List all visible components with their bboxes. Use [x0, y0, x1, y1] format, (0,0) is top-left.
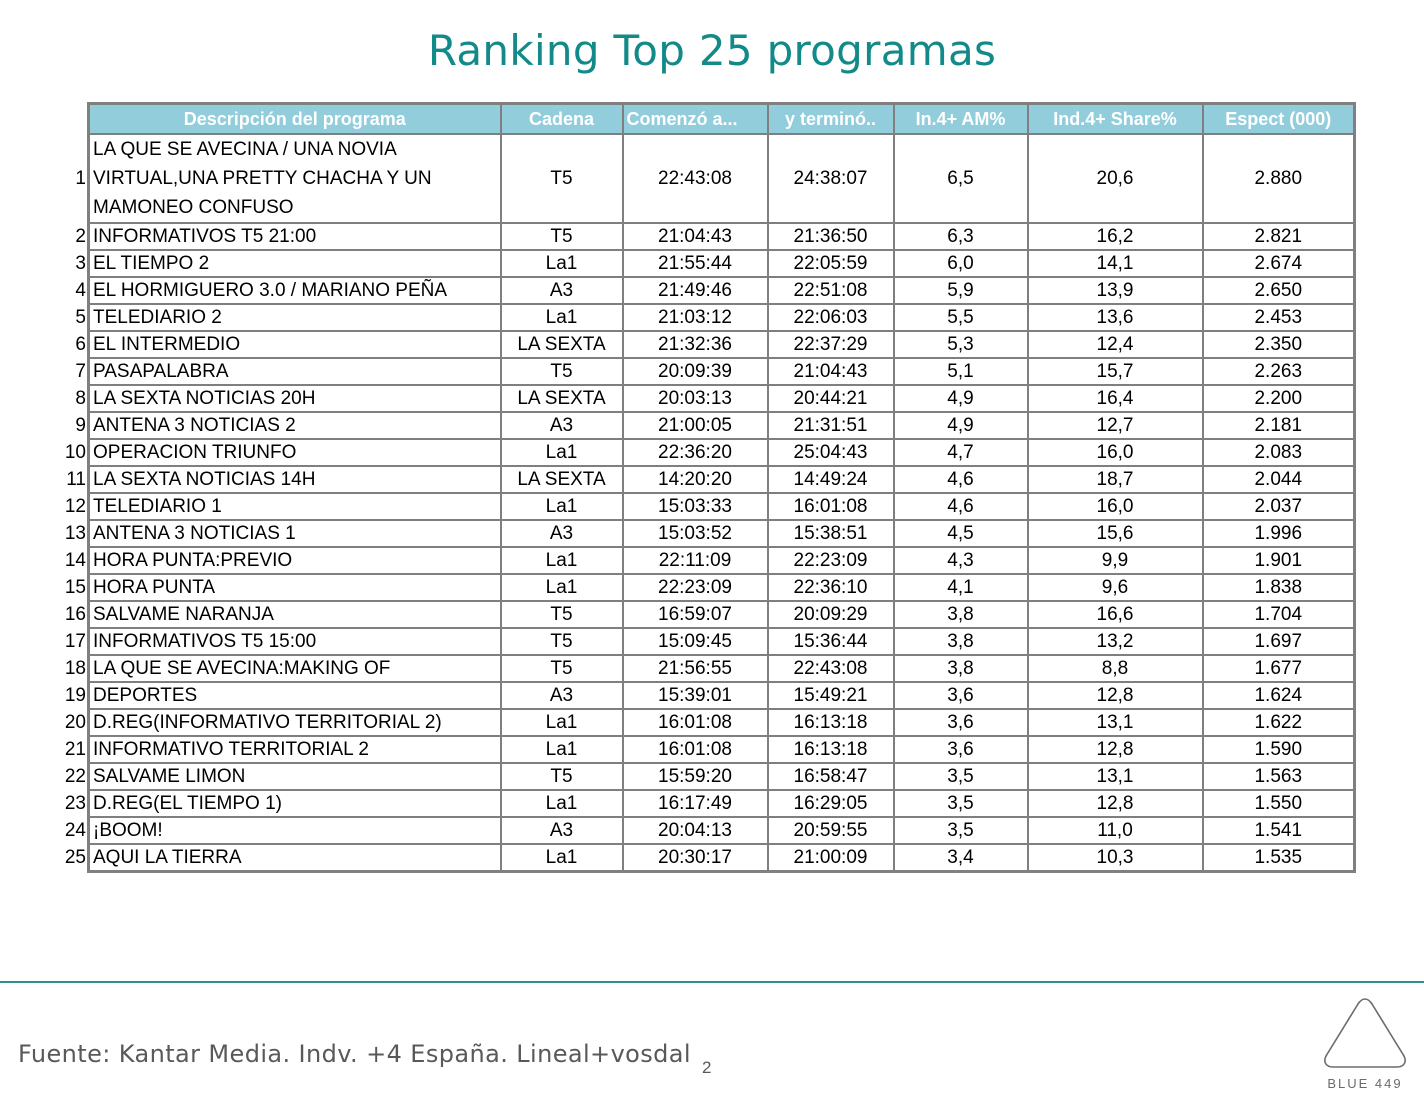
cell-am: 3,5: [894, 763, 1028, 790]
cell-espect: 1.697: [1203, 628, 1355, 655]
header-termino: y terminó..: [768, 104, 894, 135]
cell-start: 15:59:20: [623, 763, 768, 790]
cell-desc: LA SEXTA NOTICIAS 20H: [89, 385, 501, 412]
cell-start: 22:36:20: [623, 439, 768, 466]
rank-number: 11: [66, 469, 86, 490]
cell-share: 13,1: [1028, 709, 1203, 736]
rank-number: 24: [64, 820, 86, 841]
blue449-logo-icon: [1322, 996, 1408, 1070]
cell-end: 16:58:47: [768, 763, 894, 790]
table-row: [89, 466, 1355, 493]
cell-desc: D.REG(EL TIEMPO 1): [89, 790, 501, 817]
page-number: 2: [702, 1058, 712, 1077]
cell-espect: 1.838: [1203, 574, 1355, 601]
rank-number: 1: [75, 168, 86, 189]
cell-end: 15:36:44: [768, 628, 894, 655]
cell-cadena: La1: [501, 250, 623, 277]
cell-share: 16,4: [1028, 385, 1203, 412]
cell-start: 22:43:08: [623, 134, 768, 223]
cell-desc: SALVAME LIMON: [89, 763, 501, 790]
cell-cadena: T5: [501, 601, 623, 628]
table-row: [89, 817, 1355, 844]
rank-number: 9: [75, 415, 86, 436]
cell-cadena: T5: [501, 763, 623, 790]
table-row: [89, 574, 1355, 601]
cell-espect: 2.453: [1203, 304, 1355, 331]
cell-espect: 1.541: [1203, 817, 1355, 844]
ranking-table: [87, 102, 1356, 873]
cell-share: 9,9: [1028, 547, 1203, 574]
table-row: [89, 493, 1355, 520]
cell-desc: ANTENA 3 NOTICIAS 2: [89, 412, 501, 439]
cell-am: 4,7: [894, 439, 1028, 466]
rank-number: 8: [75, 388, 86, 409]
cell-start: 22:23:09: [623, 574, 768, 601]
cell-start: 16:17:49: [623, 790, 768, 817]
cell-am: 4,9: [894, 385, 1028, 412]
table-row: [89, 601, 1355, 628]
cell-cadena: LA SEXTA: [501, 385, 623, 412]
cell-start: 21:32:36: [623, 331, 768, 358]
footer-divider: [0, 981, 1424, 983]
cell-am: 4,1: [894, 574, 1028, 601]
cell-espect: 1.535: [1203, 844, 1355, 872]
cell-start: 15:39:01: [623, 682, 768, 709]
cell-espect: 1.550: [1203, 790, 1355, 817]
rank-number: 25: [64, 847, 86, 868]
cell-espect: 2.263: [1203, 358, 1355, 385]
table-row: [89, 134, 1355, 223]
rank-number: 17: [64, 631, 86, 652]
cell-cadena: La1: [501, 493, 623, 520]
cell-espect: 2.350: [1203, 331, 1355, 358]
rank-number: 4: [75, 280, 86, 301]
cell-cadena: A3: [501, 682, 623, 709]
cell-share: 11,0: [1028, 817, 1203, 844]
cell-desc: INFORMATIVOS T5 15:00: [89, 628, 501, 655]
cell-am: 4,6: [894, 466, 1028, 493]
cell-start: 15:09:45: [623, 628, 768, 655]
cell-am: 4,9: [894, 412, 1028, 439]
rank-number: 23: [64, 793, 86, 814]
cell-cadena: LA SEXTA: [501, 331, 623, 358]
cell-share: 13,9: [1028, 277, 1203, 304]
header-descripcion: Descripción del programa: [89, 104, 501, 135]
cell-start: 21:00:05: [623, 412, 768, 439]
cell-espect: 2.674: [1203, 250, 1355, 277]
table-row: [89, 304, 1355, 331]
cell-desc: DEPORTES: [89, 682, 501, 709]
cell-start: 20:03:13: [623, 385, 768, 412]
cell-end: 20:59:55: [768, 817, 894, 844]
cell-cadena: La1: [501, 736, 623, 763]
cell-desc: D.REG(INFORMATIVO TERRITORIAL 2): [89, 709, 501, 736]
rank-number: 13: [64, 523, 86, 544]
cell-am: 3,5: [894, 817, 1028, 844]
table-row: [89, 763, 1355, 790]
rank-number: 22: [64, 766, 86, 787]
cell-am: 3,5: [894, 790, 1028, 817]
cell-end: 22:05:59: [768, 250, 894, 277]
cell-share: 12,7: [1028, 412, 1203, 439]
header-am: In.4+ AM%: [894, 104, 1028, 135]
cell-am: 3,6: [894, 709, 1028, 736]
cell-share: 14,1: [1028, 250, 1203, 277]
cell-desc: LA QUE SE AVECINA / UNA NOVIA VIRTUAL,UNA PRETTY CHACHA Y UN MAMONEO CONFUSO: [89, 134, 501, 223]
cell-desc: TELEDIARIO 2: [89, 304, 501, 331]
cell-end: 21:04:43: [768, 358, 894, 385]
cell-share: 12,4: [1028, 331, 1203, 358]
cell-cadena: La1: [501, 790, 623, 817]
cell-share: 16,2: [1028, 223, 1203, 250]
cell-desc: INFORMATIVOS T5 21:00: [89, 223, 501, 250]
cell-desc: EL TIEMPO 2: [89, 250, 501, 277]
table-row: [89, 655, 1355, 682]
cell-cadena: T5: [501, 223, 623, 250]
rank-number: 10: [64, 442, 86, 463]
rank-number: 5: [75, 307, 86, 328]
table-row: [89, 277, 1355, 304]
cell-cadena: T5: [501, 134, 623, 223]
cell-espect: 2.880: [1203, 134, 1355, 223]
cell-am: 5,5: [894, 304, 1028, 331]
cell-desc: TELEDIARIO 1: [89, 493, 501, 520]
logo-text: BLUE 449: [1327, 1076, 1403, 1091]
rank-number: 20: [64, 712, 86, 733]
header-share: Ind.4+ Share%: [1028, 104, 1203, 135]
rank-number: 21: [64, 739, 86, 760]
rank-number: 16: [64, 604, 86, 625]
cell-share: 15,7: [1028, 358, 1203, 385]
cell-start: 22:11:09: [623, 547, 768, 574]
cell-start: 16:01:08: [623, 709, 768, 736]
cell-am: 6,5: [894, 134, 1028, 223]
cell-am: 4,6: [894, 493, 1028, 520]
rank-number: 6: [75, 334, 86, 355]
cell-end: 20:44:21: [768, 385, 894, 412]
table-row: [89, 628, 1355, 655]
cell-cadena: La1: [501, 439, 623, 466]
rank-number: 2: [75, 226, 86, 247]
cell-start: 21:55:44: [623, 250, 768, 277]
cell-am: 3,6: [894, 736, 1028, 763]
cell-desc: ANTENA 3 NOTICIAS 1: [89, 520, 501, 547]
table-row: [89, 682, 1355, 709]
cell-cadena: La1: [501, 547, 623, 574]
cell-start: 21:56:55: [623, 655, 768, 682]
cell-cadena: A3: [501, 412, 623, 439]
header-comenzo: Comenzó a...: [623, 104, 768, 135]
cell-end: 22:37:29: [768, 331, 894, 358]
cell-am: 6,0: [894, 250, 1028, 277]
cell-espect: 1.704: [1203, 601, 1355, 628]
cell-share: 15,6: [1028, 520, 1203, 547]
source-note: Fuente: Kantar Media. Indv. +4 España. Lineal+vosdal: [18, 1040, 691, 1068]
cell-share: 12,8: [1028, 790, 1203, 817]
cell-espect: 2.083: [1203, 439, 1355, 466]
cell-desc: INFORMATIVO TERRITORIAL 2: [89, 736, 501, 763]
cell-end: 15:38:51: [768, 520, 894, 547]
cell-share: 13,1: [1028, 763, 1203, 790]
cell-cadena: T5: [501, 358, 623, 385]
cell-end: 16:01:08: [768, 493, 894, 520]
cell-share: 12,8: [1028, 736, 1203, 763]
cell-cadena: A3: [501, 277, 623, 304]
cell-espect: 2.650: [1203, 277, 1355, 304]
header-cadena: Cadena: [501, 104, 623, 135]
cell-cadena: A3: [501, 520, 623, 547]
rank-number: 19: [64, 685, 86, 706]
cell-end: 22:06:03: [768, 304, 894, 331]
page-title: Ranking Top 25 programas: [427, 26, 997, 75]
cell-end: 16:29:05: [768, 790, 894, 817]
cell-end: 21:31:51: [768, 412, 894, 439]
cell-desc: PASAPALABRA: [89, 358, 501, 385]
table-row: [89, 250, 1355, 277]
cell-espect: 2.037: [1203, 493, 1355, 520]
cell-share: 16,6: [1028, 601, 1203, 628]
cell-desc: OPERACION TRIUNFO: [89, 439, 501, 466]
table-row: [89, 385, 1355, 412]
cell-cadena: La1: [501, 304, 623, 331]
cell-espect: 1.563: [1203, 763, 1355, 790]
cell-share: 8,8: [1028, 655, 1203, 682]
cell-am: 4,3: [894, 547, 1028, 574]
cell-espect: 1.624: [1203, 682, 1355, 709]
cell-start: 14:20:20: [623, 466, 768, 493]
rank-number: 14: [64, 550, 86, 571]
cell-start: 16:01:08: [623, 736, 768, 763]
table-row: [89, 844, 1355, 872]
cell-share: 13,6: [1028, 304, 1203, 331]
cell-share: 13,2: [1028, 628, 1203, 655]
cell-start: 21:49:46: [623, 277, 768, 304]
table-row: [89, 709, 1355, 736]
table-header-row: [89, 104, 1355, 135]
cell-start: 20:30:17: [623, 844, 768, 872]
rank-number: 12: [64, 496, 86, 517]
header-espect: Espect (000): [1203, 104, 1355, 135]
cell-end: 20:09:29: [768, 601, 894, 628]
cell-share: 16,0: [1028, 439, 1203, 466]
rank-number: 3: [75, 253, 86, 274]
cell-cadena: T5: [501, 628, 623, 655]
cell-share: 18,7: [1028, 466, 1203, 493]
cell-end: 21:36:50: [768, 223, 894, 250]
cell-am: 3,8: [894, 628, 1028, 655]
cell-share: 20,6: [1028, 134, 1203, 223]
cell-end: 21:00:09: [768, 844, 894, 872]
cell-share: 10,3: [1028, 844, 1203, 872]
cell-end: 22:36:10: [768, 574, 894, 601]
cell-desc: HORA PUNTA:PREVIO: [89, 547, 501, 574]
cell-start: 15:03:33: [623, 493, 768, 520]
cell-end: 22:23:09: [768, 547, 894, 574]
cell-am: 6,3: [894, 223, 1028, 250]
cell-espect: 1.996: [1203, 520, 1355, 547]
cell-start: 15:03:52: [623, 520, 768, 547]
cell-desc: ¡BOOM!: [89, 817, 501, 844]
cell-end: 16:13:18: [768, 736, 894, 763]
table-row: [89, 223, 1355, 250]
cell-am: 3,4: [894, 844, 1028, 872]
table-row: [89, 412, 1355, 439]
cell-start: 21:04:43: [623, 223, 768, 250]
cell-cadena: La1: [501, 844, 623, 872]
cell-end: 16:13:18: [768, 709, 894, 736]
cell-desc: LA QUE SE AVECINA:MAKING OF: [89, 655, 501, 682]
cell-am: 3,6: [894, 682, 1028, 709]
cell-start: 16:59:07: [623, 601, 768, 628]
cell-cadena: A3: [501, 817, 623, 844]
rank-number: 7: [75, 361, 86, 382]
table-row: [89, 520, 1355, 547]
cell-desc: SALVAME NARANJA: [89, 601, 501, 628]
cell-am: 3,8: [894, 601, 1028, 628]
cell-end: 14:49:24: [768, 466, 894, 493]
cell-cadena: T5: [501, 655, 623, 682]
cell-start: 20:09:39: [623, 358, 768, 385]
cell-espect: 1.677: [1203, 655, 1355, 682]
cell-desc: HORA PUNTA: [89, 574, 501, 601]
table-row: [89, 358, 1355, 385]
cell-espect: 1.901: [1203, 547, 1355, 574]
cell-end: 22:43:08: [768, 655, 894, 682]
cell-end: 15:49:21: [768, 682, 894, 709]
cell-start: 20:04:13: [623, 817, 768, 844]
table-row: [89, 736, 1355, 763]
cell-am: 5,9: [894, 277, 1028, 304]
cell-share: 9,6: [1028, 574, 1203, 601]
cell-desc: AQUI LA TIERRA: [89, 844, 501, 872]
cell-desc: EL INTERMEDIO: [89, 331, 501, 358]
cell-desc: LA SEXTA NOTICIAS 14H: [89, 466, 501, 493]
cell-espect: 2.821: [1203, 223, 1355, 250]
cell-am: 4,5: [894, 520, 1028, 547]
table-row: [89, 439, 1355, 466]
cell-am: 5,1: [894, 358, 1028, 385]
cell-start: 21:03:12: [623, 304, 768, 331]
cell-am: 3,8: [894, 655, 1028, 682]
cell-end: 24:38:07: [768, 134, 894, 223]
cell-share: 12,8: [1028, 682, 1203, 709]
cell-desc: EL HORMIGUERO 3.0 / MARIANO PEÑA: [89, 277, 501, 304]
cell-end: 22:51:08: [768, 277, 894, 304]
rank-number: 18: [64, 658, 86, 679]
cell-espect: 2.044: [1203, 466, 1355, 493]
cell-end: 25:04:43: [768, 439, 894, 466]
cell-share: 16,0: [1028, 493, 1203, 520]
cell-espect: 1.590: [1203, 736, 1355, 763]
cell-espect: 2.200: [1203, 385, 1355, 412]
cell-espect: 2.181: [1203, 412, 1355, 439]
table-row: [89, 790, 1355, 817]
cell-cadena: LA SEXTA: [501, 466, 623, 493]
cell-espect: 1.622: [1203, 709, 1355, 736]
table-row: [89, 331, 1355, 358]
cell-cadena: La1: [501, 574, 623, 601]
rank-number: 15: [64, 577, 86, 598]
cell-am: 5,3: [894, 331, 1028, 358]
table-row: [89, 547, 1355, 574]
cell-cadena: La1: [501, 709, 623, 736]
